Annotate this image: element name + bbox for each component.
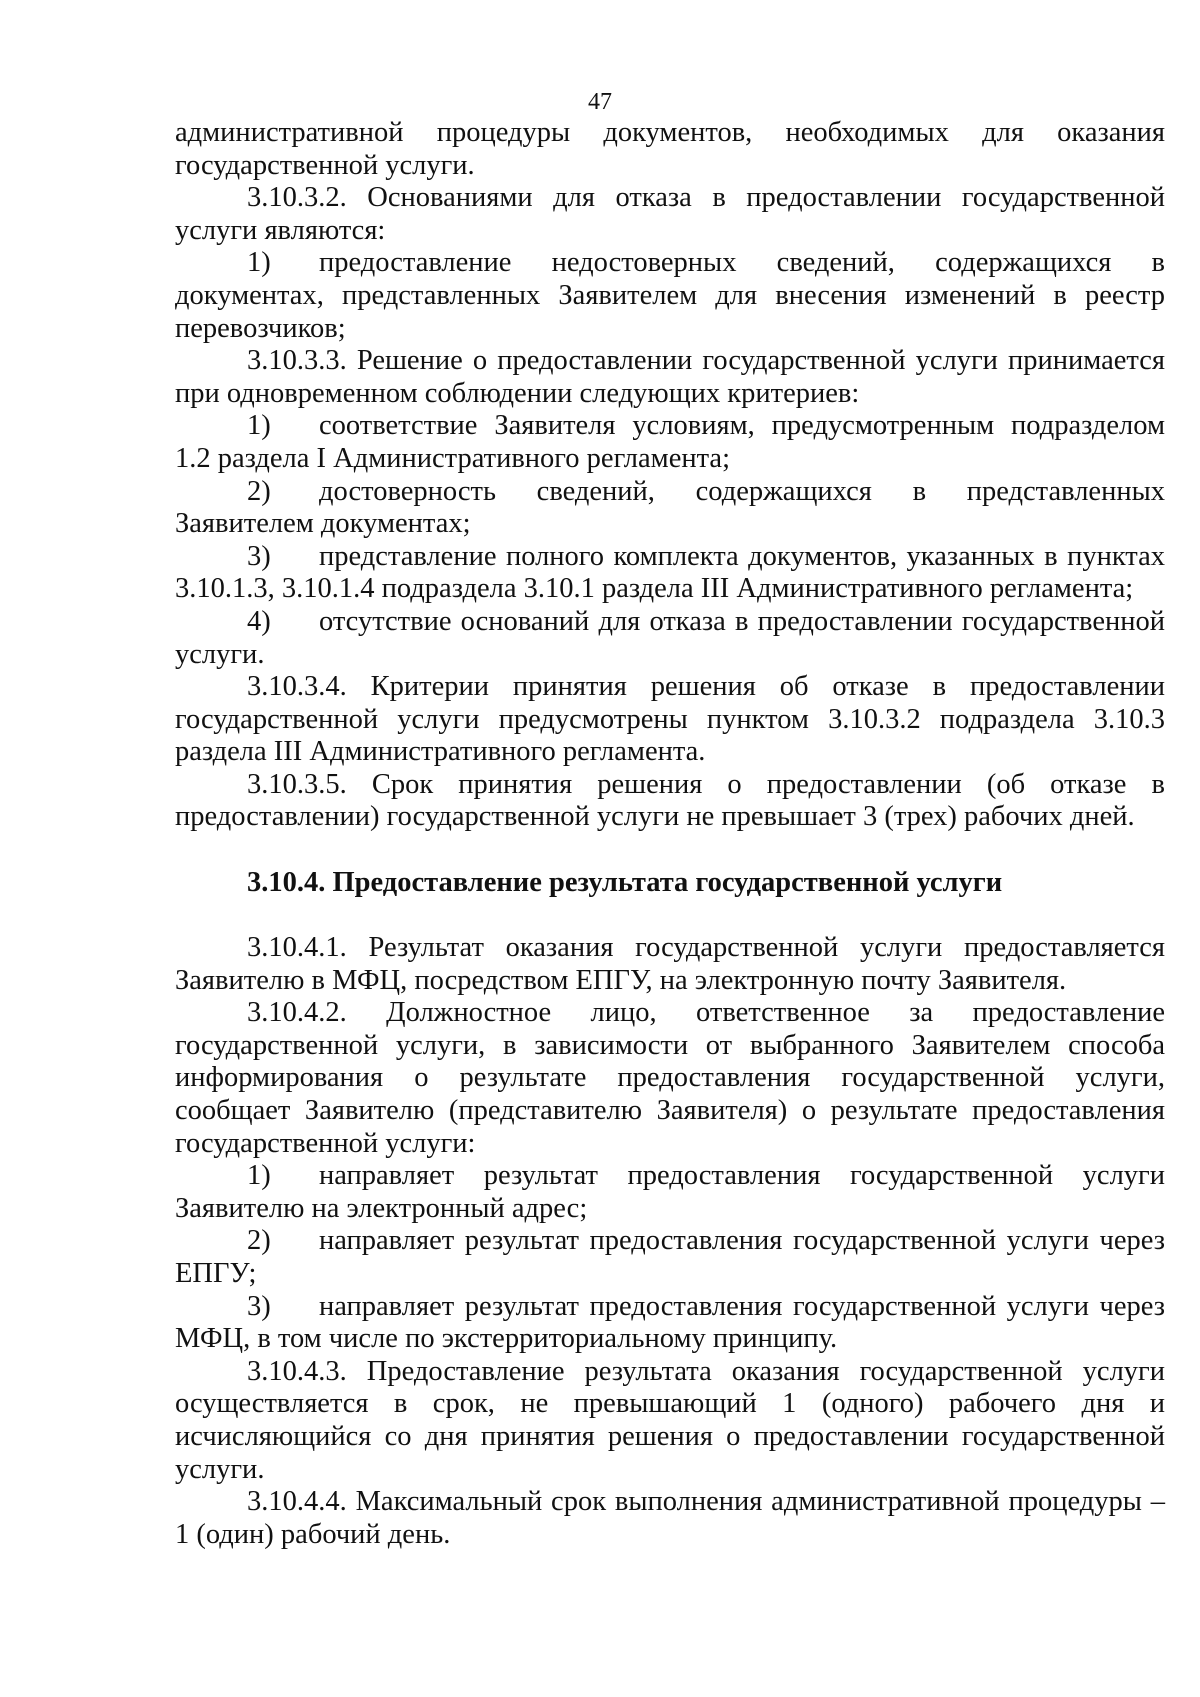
- list-item-number: 3): [247, 540, 271, 572]
- paragraph-text: направляет результат предоставления государственной услуги через МФЦ, в том числе по экстерриториальному принципу.: [175, 1290, 1165, 1355]
- paragraph-text: 3.10.3.3. Решение о предоставлении государственной услуги принимается при одновременном соблюдении следующих критериев:: [175, 345, 1165, 409]
- list-item: [175, 1291, 1165, 1356]
- list-item: [175, 410, 1165, 475]
- section-3-10-4-text: [175, 932, 1165, 1551]
- list-item: [175, 1160, 1165, 1225]
- paragraph: [175, 671, 1165, 769]
- paragraph-text: предоставление недостоверных сведений, содержащихся в документах, представленных Заявителем для внесения изменений в реестр перевозчиков;: [175, 247, 1165, 344]
- list-item: [175, 476, 1165, 541]
- paragraph-text: направляет результат предоставления государственной услуги Заявителю на электронный адрес;: [175, 1160, 1165, 1224]
- paragraph-text: направляет результат предоставления государственной услуги через ЕПГУ;: [175, 1225, 1165, 1289]
- paragraph: [175, 769, 1165, 834]
- document-body: [175, 117, 1165, 1551]
- list-item: [175, 1225, 1165, 1290]
- paragraph: [175, 117, 1165, 182]
- paragraph-text: 3.10.3.4. Критерии принятия решения об отказе в предоставлении государственной услуги предусмотрены пунктом 3.10.3.2 подраздела 3.10.3 раздела III Административного регламента.: [175, 671, 1165, 768]
- paragraph: [175, 997, 1165, 1160]
- paragraph: [175, 345, 1165, 410]
- list-item-number: 4): [247, 605, 271, 637]
- paragraph: [175, 932, 1165, 997]
- list-item-number: 2): [247, 1225, 271, 1257]
- paragraph-text: достоверность сведений, содержащихся в представленных Заявителем документах;: [175, 475, 1165, 540]
- page-number: 47: [588, 89, 612, 115]
- paragraph: [175, 182, 1165, 247]
- list-item: [175, 247, 1165, 345]
- paragraph-text: 3.10.4.4. Максимальный срок выполнения административной процедуры – 1 (один) рабочий день.: [175, 1486, 1165, 1550]
- list-item-number: 2): [247, 475, 271, 507]
- paragraph-text: административной процедуры документов, необходимых для оказания государственной услуги.: [175, 117, 1165, 181]
- paragraph-text: 3.10.4.3. Предоставление результата оказания государственной услуги осуществляется в срок, не превышающий 1 (одного) рабочего дня и исчисляющийся со дня принятия решения о предоставлении государственной услуги.: [175, 1355, 1165, 1485]
- paragraph-text: 3.10.3.2. Основаниями для отказа в предоставлении государственной услуги являются:: [175, 182, 1165, 246]
- list-item-number: 1): [247, 247, 271, 279]
- paragraph-text: соответствие Заявителя условиям, предусмотренным подразделом 1.2 раздела I Административного регламента;: [175, 410, 1165, 474]
- list-item-number: 1): [247, 410, 271, 442]
- paragraph-text: 3.10.4.2. Должностное лицо, ответственное за предоставление государственной услуги, в зависимости от выбранного Заявителем способа информирования о результате предоставления государственной услуги, сообщает Заявителю (представителю Заявителя) о результате предоставления государственной услуги:: [175, 997, 1165, 1159]
- paragraph: [175, 1486, 1165, 1551]
- list-item-number: 1): [247, 1160, 271, 1192]
- paragraph: [175, 1356, 1165, 1486]
- paragraph-text: 3.10.3.5. Срок принятия решения о предоставлении (об отказе в предоставлении) государственной услуги не превышает 3 (трех) рабочих дней.: [175, 768, 1165, 833]
- list-item: [175, 541, 1165, 606]
- paragraph-text: отсутствие оснований для отказа в предоставлении государственной услуги.: [175, 605, 1165, 670]
- list-item: [175, 606, 1165, 671]
- list-item-number: 3): [247, 1290, 271, 1322]
- paragraph-text: представление полного комплекта документов, указанных в пунктах 3.10.1.3, 3.10.1.4 подраздела 3.10.1 раздела III Административного регламента;: [175, 540, 1165, 605]
- section-heading: 3.10.4. Предоставление результата государственной услуги: [247, 867, 1003, 899]
- paragraph-text: 3.10.4.1. Результат оказания государственной услуги предоставляется Заявителю в МФЦ, посредством ЕПГУ, на электронную почту Заявителя.: [175, 932, 1165, 996]
- section-3-10-3-text: [175, 117, 1165, 834]
